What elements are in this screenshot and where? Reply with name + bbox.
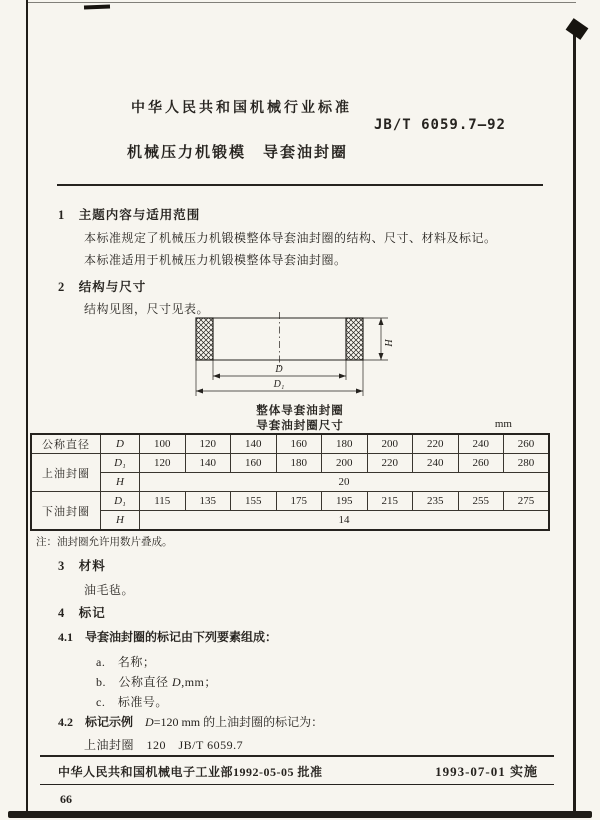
cell-D: 160: [276, 434, 322, 454]
mark-item-b-unit: ,mm；: [181, 675, 217, 689]
section4-heading: 4 标记: [58, 606, 106, 620]
section2-paragraph-1: 结构见图，尺寸见表。: [84, 302, 210, 316]
section3-paragraph-1: 油毛毡。: [84, 583, 135, 597]
cell-D1-lower: 155: [231, 492, 277, 511]
cell-D: 200: [367, 434, 413, 454]
cell-D1-lower: 275: [504, 492, 550, 511]
section2-heading: 2 结构与尺寸: [58, 280, 147, 294]
clause-4-2-text: =120 mm 的上油封圈的标记为：: [153, 715, 324, 729]
seal-ring-drawing: [176, 310, 416, 405]
clause-4-1: 4.1 导套油封圈的标记由下列要素组成：: [58, 630, 278, 644]
cell-D: 260: [504, 434, 550, 454]
mark-item-c: c. 标准号。: [96, 695, 168, 709]
param-label-D1: D₁: [101, 492, 140, 511]
cell-D1-lower: 195: [322, 492, 368, 511]
mark-item-a: a. 名称；: [96, 655, 156, 669]
cell-D1-lower: 215: [367, 492, 413, 511]
cell-D1-lower: 255: [458, 492, 504, 511]
cell-D: 220: [413, 434, 459, 454]
standard-org-line: 中华人民共和国机械行业标准: [131, 101, 352, 116]
mark-item-b: [96, 673, 217, 690]
table-title: 导套油封圈尺寸: [256, 420, 344, 432]
scan-edge-top: [26, 2, 576, 3]
clause-4-2-var: D: [145, 715, 154, 729]
scan-mark-top-right: [566, 18, 589, 40]
cell-D1-lower: 135: [185, 492, 231, 511]
cell-D1-upper: 280: [504, 454, 550, 473]
cell-D1-upper: 120: [140, 454, 186, 473]
table-row: [31, 454, 549, 473]
footer-rule-bottom: [40, 784, 554, 785]
param-label-D1: D₁: [101, 454, 140, 473]
scan-mark-top-left: [84, 5, 110, 10]
cell-H-lower: 14: [140, 511, 550, 531]
approval-line: 中华人民共和国机械电子工业部1992-05-05 批准: [58, 765, 323, 779]
footer-rule-top: [40, 755, 554, 757]
cell-D1-lower: 175: [276, 492, 322, 511]
clause-4-2: [58, 713, 323, 730]
cell-D: 100: [140, 434, 186, 454]
dim-label-D: D: [275, 364, 283, 375]
cell-D1-upper: 160: [231, 454, 277, 473]
table-row: [31, 492, 549, 511]
section1-paragraph-1: 本标准规定了机械压力机锻模整体导套油封圈的结构、尺寸、材料及标记。: [84, 231, 497, 245]
cell-D: 140: [231, 434, 277, 454]
cell-D1-upper: 140: [185, 454, 231, 473]
clause-4-2-lead: 4.2 标记示例: [58, 715, 134, 729]
figure-caption: 整体导套油封圈: [256, 405, 344, 417]
dim-label-D1: D₁: [273, 379, 285, 390]
document-title: 机械压力机锻模 导套油封圈: [127, 145, 349, 161]
row-group-label: 上油封圈: [31, 454, 101, 492]
cell-H-upper: 20: [140, 473, 550, 492]
dimension-table: [30, 433, 550, 531]
implementation-date: 1993-07-01 实施: [435, 764, 538, 779]
mark-item-b-var: D: [172, 675, 182, 689]
cell-D1-lower: 235: [413, 492, 459, 511]
mark-example: 上油封圈 120 JB/T 6059.7: [84, 738, 244, 752]
section-left-hatch: [196, 318, 213, 360]
scan-edge-bottom: [8, 811, 592, 818]
page-number: 66: [60, 792, 72, 806]
header-rule: [57, 184, 543, 186]
standard-number: JB/T 6059.7—92: [373, 117, 506, 133]
section3-heading: 3 材料: [58, 559, 106, 573]
param-label-D: D: [101, 434, 140, 454]
table-note: 注：油封圈允许用数片叠成。: [36, 537, 173, 548]
table-row: [31, 511, 549, 531]
cell-D1-upper: 240: [413, 454, 459, 473]
section-right-hatch: [346, 318, 363, 360]
param-label-H: H: [101, 473, 140, 492]
cell-D: 180: [322, 434, 368, 454]
table-row: [31, 434, 549, 454]
section1-heading: 1 主题内容与适用范围: [58, 208, 201, 222]
cell-D1-upper: 220: [367, 454, 413, 473]
seal-ring-figure: [176, 310, 416, 410]
param-label-H: H: [101, 511, 140, 531]
cell-D: 120: [185, 434, 231, 454]
row-group-label: 下油封圈: [31, 492, 101, 531]
table-row: [31, 473, 549, 492]
row-group-label: 公称直径: [31, 434, 101, 454]
table-unit: mm: [494, 418, 512, 430]
cell-D1-lower: 115: [140, 492, 186, 511]
mark-item-b-text: b. 公称直径: [96, 675, 173, 689]
dim-label-H: H: [384, 339, 395, 347]
cell-D1-upper: 180: [276, 454, 322, 473]
cell-D1-upper: 200: [322, 454, 368, 473]
cell-D1-upper: 260: [458, 454, 504, 473]
cell-D: 240: [458, 434, 504, 454]
section1-paragraph-2: 本标准适用于机械压力机锻模整体导套油封圈。: [84, 253, 347, 267]
